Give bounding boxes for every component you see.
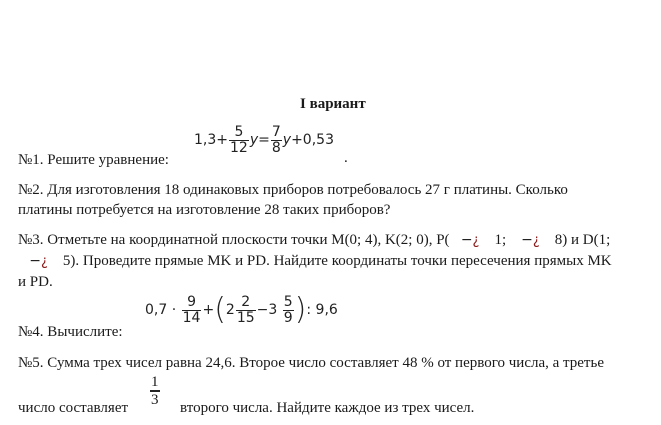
task4-expression: 0,7 · $\frac{9}{14}$ +(2 $\frac{2}{15}$ −3 $\frac{5}{9}$ ): 9,6 <box>145 292 338 328</box>
left-paren: ( <box>214 292 226 328</box>
expr-fraction-9-14: $\frac{9}{14}$ <box>182 294 201 326</box>
task1-trailing-dot: . <box>344 150 348 166</box>
expr-fraction-5-9: $\frac{5}{9}$ <box>283 294 293 326</box>
eq-rhs-tail: +0,53 <box>291 132 334 149</box>
glitch-char: ¿ <box>472 233 480 248</box>
task3-line1: №3. Отметьте на координатной плоскости точки M(0; 4), K(2; 0), P( −¿ 1; −¿ 8) и D(1; <box>18 232 611 248</box>
expr-fraction-2-15: $\frac{2}{15}$ <box>236 294 255 326</box>
eq-var-y: y <box>249 132 259 149</box>
task2-line2: платины потребуется на изготовление 28 таких приборов? <box>18 202 391 218</box>
eq-fraction-7-8: $\frac{7}{8}$ <box>271 124 281 156</box>
minus-sign: − <box>460 232 473 248</box>
task3-text <box>18 230 612 292</box>
eq-equals: = <box>258 132 270 149</box>
task5-fraction-1-3: 1 3 <box>151 374 159 408</box>
minus-sign: − <box>521 232 533 248</box>
task5-line1: №5. Сумма трех чисел равна 24,6. Второе число составляет 48 % от первого числа, а третье <box>18 355 604 371</box>
task2-line1: №2. Для изготовления 18 одинаковых приборов потребовалось 27 г платины. Сколько <box>18 182 568 198</box>
task1-equation <box>194 125 334 155</box>
task5-line2a: число составляет <box>18 400 129 416</box>
minus-sign: − <box>29 253 41 269</box>
task1-label: №1. Решите уравнение: <box>18 152 169 168</box>
glitch-char: ¿ <box>40 254 48 269</box>
task4-label: №4. Вычислите: <box>18 324 123 340</box>
eq-lhs-whole: 1,3+ <box>194 132 228 149</box>
right-paren: ) <box>294 292 307 328</box>
task3-line3: и PD. <box>18 274 53 290</box>
variant-title: I вариант <box>300 96 366 112</box>
eq-fraction-5-12: $\frac{5}{12}$ <box>230 124 248 156</box>
task3-line2: −¿ 5). Проведите прямые MK и PD. Найдите координаты точки пересечения прямых MK <box>29 253 612 269</box>
task2-text <box>18 180 568 220</box>
glitch-char: ¿ <box>532 233 540 248</box>
task5-line2b: второго числа. Найдите каждое из трех чисел. <box>180 400 475 416</box>
eq-var-y-rhs: y <box>282 132 292 149</box>
